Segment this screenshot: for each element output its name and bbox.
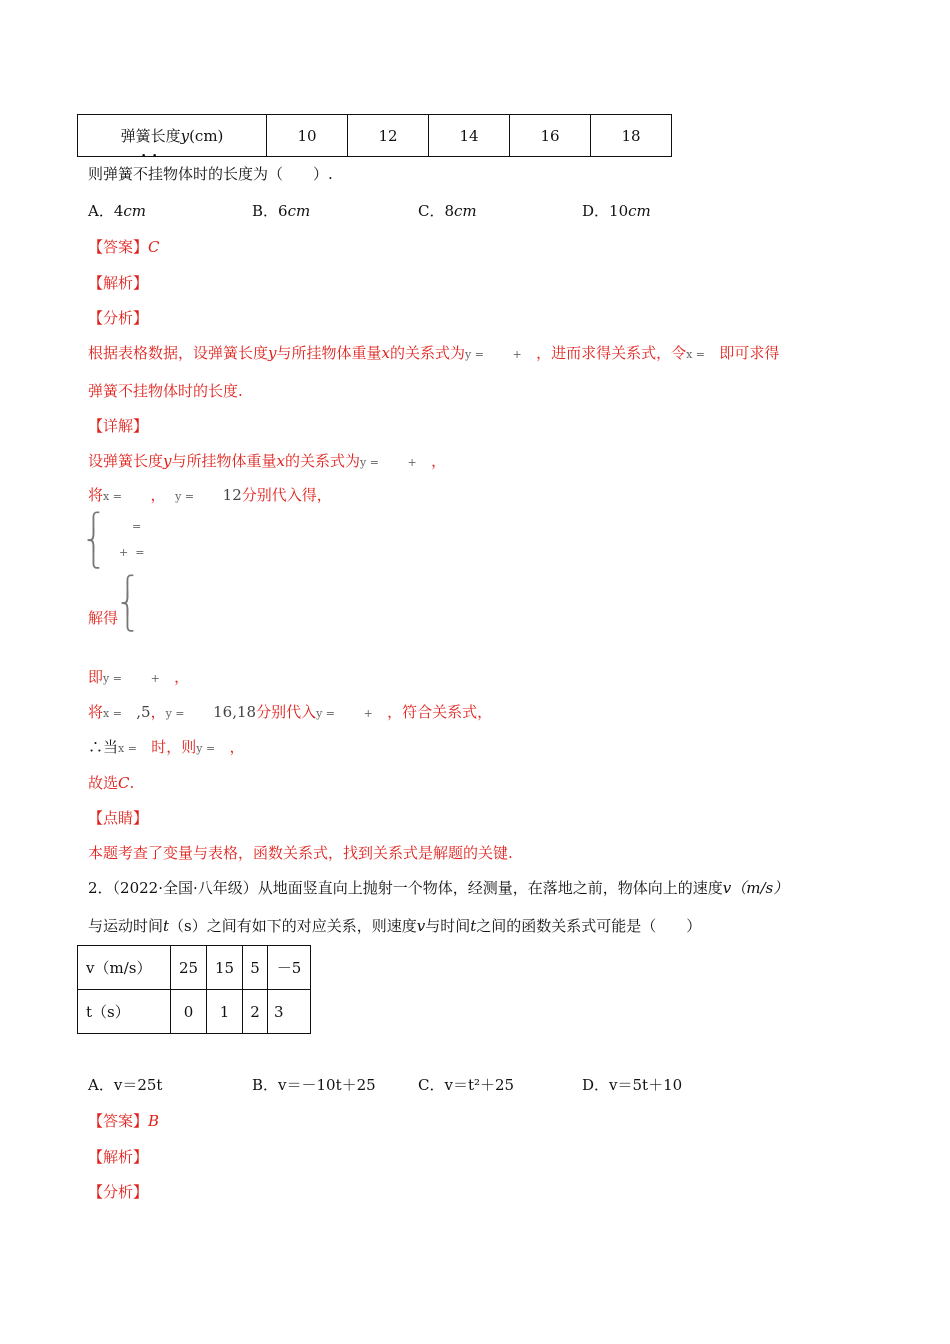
table-cell: 15 bbox=[207, 946, 243, 990]
table-cell: 16 bbox=[510, 115, 591, 157]
q1-xiangjie-tag: 【详解】 bbox=[88, 417, 149, 435]
table-cell: 12 bbox=[348, 115, 429, 157]
q1-fenxi-line2: 弹簧不挂物体时的长度. bbox=[88, 382, 243, 400]
solution-brace: ⎧ ⎨ ⎩ bbox=[120, 574, 135, 632]
table-cell: 10 bbox=[267, 115, 348, 157]
spring-length-table bbox=[77, 114, 672, 157]
q1-question: 则弹簧不挂物体时的长度为（ ）. bbox=[88, 165, 333, 183]
q2-answer: 【答案】B bbox=[88, 1112, 160, 1130]
q1-option-a: A．4cm bbox=[88, 202, 147, 220]
q1-ji-line: 即y = + ， bbox=[88, 668, 190, 686]
table-cell: 0 bbox=[171, 990, 207, 1034]
table-cell: 18 bbox=[591, 115, 672, 157]
q1-dang-line: ∴当x = 时，则y = ， bbox=[88, 738, 245, 756]
table-cell: 25 bbox=[171, 946, 207, 990]
table-cell: 5 bbox=[243, 946, 268, 990]
q1-jiang-line: 将x = ,5，y = 16,18分别代入y = + ，符合关系式， bbox=[88, 703, 493, 721]
q1-analysis-tag: 【解析】 bbox=[88, 274, 149, 292]
table-cell: 1 bbox=[207, 990, 243, 1034]
q1-dianjing-tag: 【点睛】 bbox=[88, 809, 149, 827]
velocity-time-table bbox=[77, 945, 311, 1034]
table-cell: 2 bbox=[243, 990, 268, 1034]
q1-xj-line2: 将x = ， y = 12分别代入得， bbox=[88, 486, 332, 504]
equation-brace: ⎧ ⎨ ⎩ bbox=[86, 511, 101, 569]
table-header-var: y bbox=[180, 127, 190, 145]
table-row-label: v（m/s） bbox=[78, 946, 171, 990]
table-header-label: 弹簧长度 bbox=[120, 127, 181, 145]
table-header-cell bbox=[78, 115, 267, 157]
q2-line1: 2．（2022·全国·八年级）从地面竖直向上抛射一个物体，经测量，在落地之前，物体向上的速度v（m/s） bbox=[88, 879, 789, 897]
q2-line2: 与运动时间t（s）之间有如下的对应关系，则速度v与时间t之间的函数关系式可能是（ ） bbox=[88, 917, 702, 935]
q2-analysis-tag: 【解析】 bbox=[88, 1148, 149, 1166]
q2-option-b: B．v＝－10t＋25 bbox=[252, 1076, 376, 1094]
q2-options bbox=[88, 1074, 848, 1094]
q1-dianjing-text: 本题考查了变量与表格，函数关系式，找到关系式是解题的关键. bbox=[88, 844, 513, 862]
table-row-label: t（s） bbox=[78, 990, 171, 1034]
q2-option-a: A．v＝25t bbox=[88, 1076, 163, 1094]
table-header-unit: (cm) bbox=[189, 127, 224, 145]
q2-option-c: C．v＝t²＋25 bbox=[418, 1076, 515, 1094]
emphasis-dots: • • bbox=[141, 152, 158, 162]
equation-line-2: + = bbox=[119, 546, 145, 559]
table-cell: 3 bbox=[268, 990, 311, 1034]
q1-guxuan: 故选C. bbox=[88, 774, 135, 792]
q1-option-d: D．10cm bbox=[582, 202, 651, 220]
q1-options bbox=[88, 200, 848, 220]
table-cell: 14 bbox=[429, 115, 510, 157]
q2-option-d: D．v＝5t＋10 bbox=[582, 1076, 683, 1094]
equation-line-1: = bbox=[132, 520, 142, 533]
q1-option-b: B．6cm bbox=[252, 202, 311, 220]
q2-fenxi-tag: 【分析】 bbox=[88, 1183, 149, 1201]
q1-jiede: 解得 bbox=[88, 609, 119, 627]
q1-xj-line1: 设弹簧长度y与所挂物体重量x的关系式为y = + ， bbox=[88, 452, 447, 470]
q1-fenxi-line1: 根据表格数据，设弹簧长度y与所挂物体重量x的关系式为y = + ，进而求得关系式，令x = 即可求得 bbox=[88, 344, 780, 362]
table-cell: －5 bbox=[268, 946, 311, 990]
q1-fenxi-tag: 【分析】 bbox=[88, 309, 149, 327]
q1-option-c: C．8cm bbox=[418, 202, 477, 220]
q1-answer: 【答案】C bbox=[88, 238, 160, 256]
